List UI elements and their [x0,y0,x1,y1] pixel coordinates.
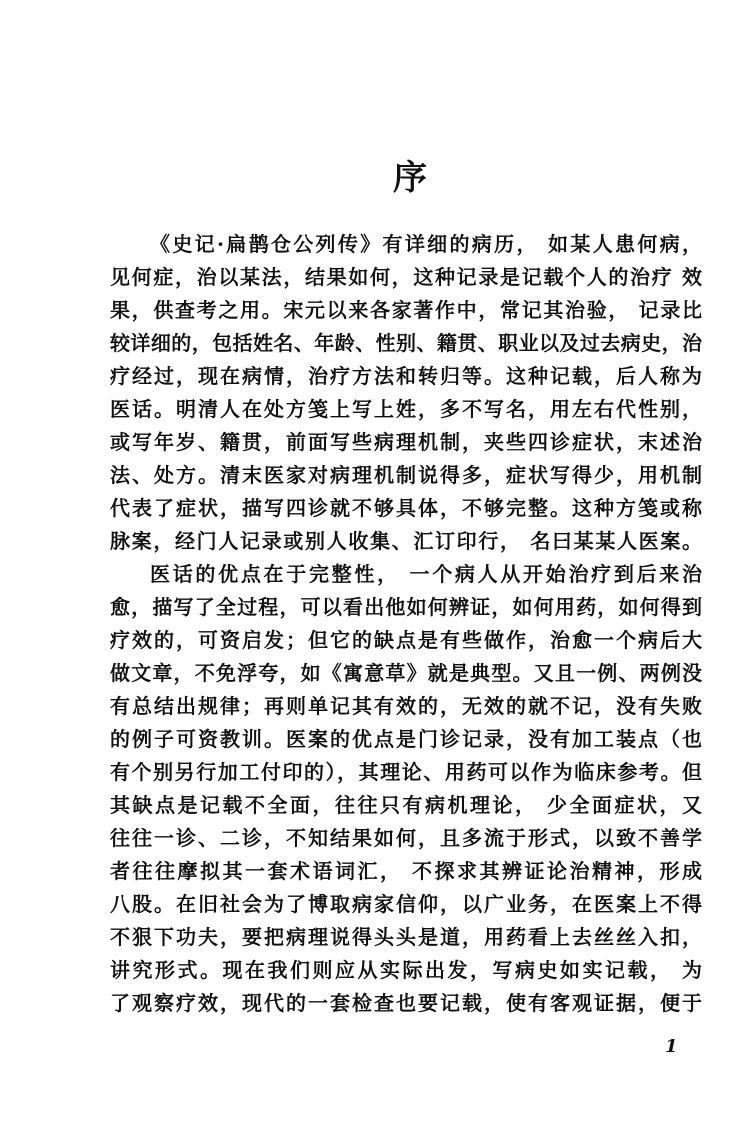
text-line: 疗效的，可资启发；但它的缺点是有些做作，治愈一个病后大 [110,628,702,652]
text-line: 愈，描写了全过程，可以看出他如何辨证，如何用药，如何得到 [110,595,702,619]
text-line: 其缺点是记载不全面，往往只有病机理论， 少全面症状，又 [110,793,702,817]
text-line: 有总结出规律；再则单记其有效的，无效的就不记，没有失败 [110,694,702,718]
text-line: 代表了症状，描写四诊就不够具体，不够完整。这种方笺或称 [110,496,702,520]
text-line: 有个别另行加工付印的），其理论、用药可以作为临床参考。但 [110,760,702,784]
body-text [110,228,702,1020]
text-line: 者往往摩拟其一套术语词汇， 不探求其辨证论治精神，形成 [110,859,702,883]
text-line: 较详细的，包括姓名、年龄、性别、籍贯、职业以及过去病史，治 [110,331,702,355]
text-line: 脉案，经门人记录或别人收集、汇订印行， 名曰某某人医案。 [110,529,702,553]
text-line: 做文章，不免浮夸，如《寓意草》就是典型。又且一例、两例没 [110,661,702,685]
paragraph-2 [110,558,702,1020]
text-line: 讲究形式。现在我们则应从实际出发，写病史如实记载， 为 [110,958,702,982]
text-line: 不狠下功夫，要把病理说得头头是道，用药看上去丝丝入扣， [110,925,702,949]
text-line: 了观察疗效，现代的一套检查也要记载，使有客观证据，便于 [110,991,702,1015]
text-line: 的例子可资教训。医案的优点是门诊记录，没有加工装点（也 [110,727,702,751]
text-line: 八股。在旧社会为了博取病家信仰，以广业务，在医案上不得 [110,892,702,916]
text-line: 或写年岁、籍贯，前面写些病理机制，夹些四诊症状，末述治 [110,430,702,454]
text-line: 医话的优点在于完整性， 一个病人从开始治疗到后来治 [150,562,702,586]
text-line: 疗经过，现在病情，治疗方法和转归等。这种记载，后人称为 [110,364,702,388]
page-title: 序 [393,158,427,198]
text-line: 见何症，治以某法，结果如何，这种记录是记载个人的治疗 效 [110,265,702,289]
text-line: 《史记·扁鹊仓公列传》有详细的病历， 如某人患何病， [150,232,702,256]
text-line: 往往一诊、二诊，不知结果如何，且多流于形式，以致不善学 [110,826,702,850]
text-line: 法、处方。清末医家对病理机制说得多，症状写得少，用机制 [110,463,702,487]
page-number: 1 [665,1036,678,1057]
text-line: 医话。明清人在处方笺上写上姓，多不写名，用左右代性别， [110,397,702,421]
paragraph-1 [110,228,702,558]
text-line: 果，供查考之用。宋元以来各家著作中，常记其治验， 记录比 [110,298,702,322]
